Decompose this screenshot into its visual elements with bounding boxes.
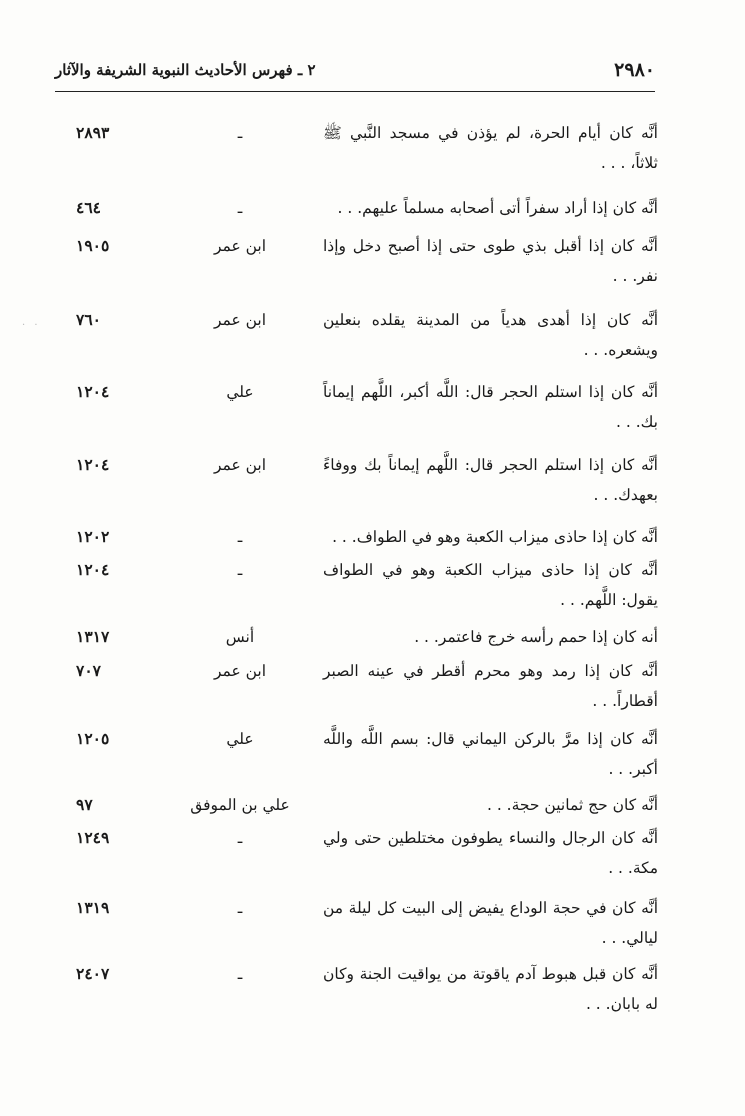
running-title: ٢ ـ فهرس الأحاديث النبوية الشريفة والآثار bbox=[55, 61, 316, 79]
reference-number: ١٢٠٥ bbox=[76, 729, 110, 748]
reference-number: ١٢٠٤ bbox=[76, 560, 110, 579]
reference-number: ١٩٠٥ bbox=[76, 236, 110, 255]
narrator: ـ bbox=[237, 899, 243, 917]
reference-number: ٧٦٠ bbox=[76, 310, 101, 329]
reference-number: ٧٠٧ bbox=[76, 661, 101, 680]
hadith-text: أنَّه كان إذا أهدى هدياً من المدينة يقلده بنعلين ويشعره. . . bbox=[323, 311, 658, 359]
narrator: أنس bbox=[225, 628, 255, 646]
reference-number: ١٢٠٢ bbox=[76, 527, 110, 546]
hadith-text: أنَّه كان أيام الحرة، لم يؤذن في مسجد النَّبي ﷺ ثلاثاً، . . . bbox=[323, 124, 658, 172]
page-number: ٢٩٨٠ bbox=[614, 59, 655, 81]
reference-number: ٩٧ bbox=[76, 795, 93, 814]
narrator: علي bbox=[226, 383, 254, 401]
narrator: ـ bbox=[237, 829, 243, 847]
hadith-text: أنَّه كان إذا أراد سفراً أتى أصحابه مسلماً عليهم. . . bbox=[337, 199, 658, 217]
scan-margin-marks: · · bbox=[22, 320, 41, 331]
hadith-text: أنَّه كان إذا استلم الحجر قال: اللَّهم إيماناً بك ووفاءً بعهدك. . . bbox=[323, 456, 658, 504]
hadith-text: أنَّه كان حج ثمانين حجة. . . bbox=[486, 796, 658, 814]
page-header bbox=[55, 55, 655, 92]
reference-number: ١٢٤٩ bbox=[76, 828, 110, 847]
hadith-text: أنَّه كان إذا حاذى ميزاب الكعبة وهو في الطواف. . . bbox=[332, 528, 658, 546]
hadith-text: أنَّه كان الرجال والنساء يطوفون مختلطين حتى ولي مكة. . . bbox=[323, 829, 658, 877]
hadith-text: أنَّه كان إذا حاذى ميزاب الكعبة وهو في الطواف يقول: اللَّهم. . . bbox=[323, 561, 658, 609]
narrator: علي bbox=[226, 730, 254, 748]
narrator: ـ bbox=[237, 199, 243, 217]
reference-number: ١٢٠٤ bbox=[76, 455, 110, 474]
hadith-text: أنَّه كان في حجة الوداع يفيض إلى البيت كل ليلة من ليالي. . . bbox=[323, 899, 658, 947]
reference-number: ١٣١٩ bbox=[76, 898, 110, 917]
reference-number: ٢٤٠٧ bbox=[76, 964, 110, 983]
narrator: ـ bbox=[237, 124, 243, 142]
hadith-text: أنَّه كان إذا أقبل بذي طوى حتى إذا أصبح دخل وإذا نفر. . . bbox=[323, 237, 658, 285]
reference-number: ٤٦٤ bbox=[76, 198, 101, 217]
reference-number: ٢٨٩٣ bbox=[76, 123, 110, 142]
hadith-text: أنَّه كان إذا استلم الحجر قال: اللَّه أكبر، اللَّهم إيماناً بك. . . bbox=[323, 383, 658, 431]
narrator: ابن عمر bbox=[213, 662, 267, 680]
narrator: علي بن الموفق bbox=[190, 796, 290, 814]
narrator: ابن عمر bbox=[213, 311, 267, 329]
narrator: ـ bbox=[237, 528, 243, 546]
hadith-text: أنَّه كان قبل هبوط آدم ياقوتة من يواقيت الجنة وكان له بابان. . . bbox=[323, 965, 658, 1013]
narrator: ابن عمر bbox=[213, 237, 267, 255]
hadith-text: أنَّه كان إذا مرَّ بالركن اليماني قال: بسم اللَّه واللَّه أكبر. . . bbox=[323, 730, 658, 778]
hadith-text: أنَّه كان إذا رمد وهو محرم أقطر في عينه الصبر أقطاراً. . . bbox=[323, 662, 658, 710]
reference-number: ١٣١٧ bbox=[76, 627, 110, 646]
narrator: ـ bbox=[237, 561, 243, 579]
hadith-text: أنه كان إذا حمم رأسه خرج فاعتمر. . . bbox=[414, 628, 658, 646]
narrator: ـ bbox=[237, 965, 243, 983]
reference-number: ١٢٠٤ bbox=[76, 382, 110, 401]
narrator: ابن عمر bbox=[213, 456, 267, 474]
